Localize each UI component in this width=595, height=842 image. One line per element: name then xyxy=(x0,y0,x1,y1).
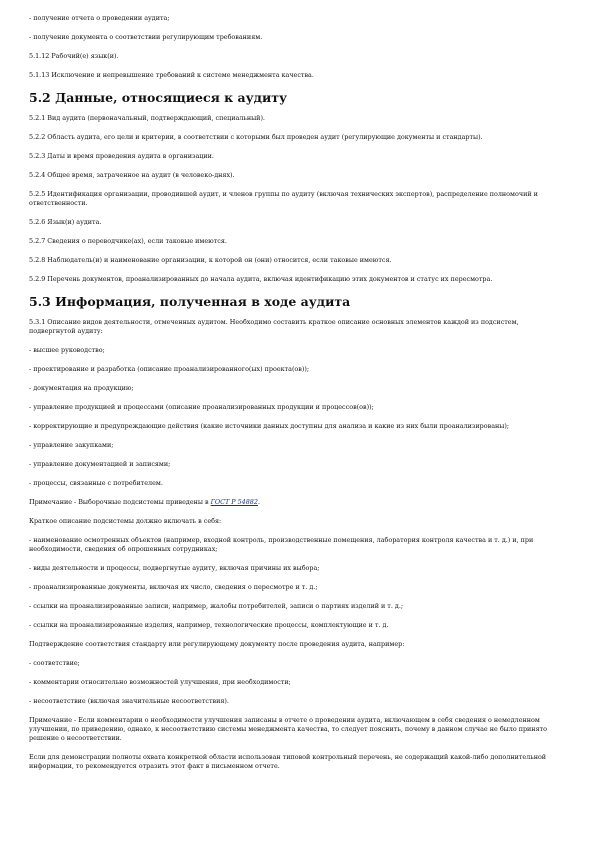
clause-5-2-6: 5.2.6 Язык(и) аудита. xyxy=(29,218,102,226)
paragraph: Если для демонстрации полноты охвата конкретной области использован типовой контрольный перечень, не содержащий какой-либо дополнительной информации, то рекомендуется отразить этот факт в письменном отчете. xyxy=(29,753,547,770)
list-item: - комментарии относительно возможностей улучшения, при необходимости; xyxy=(29,678,291,686)
list-item: - проектирование и разработка (описание проанализированного(ых) проекта(ов)); xyxy=(29,365,310,373)
paragraph: Краткое описание подсистемы должно включать в себя: xyxy=(29,517,222,525)
paragraph: 5.1.13 Исключение и непревышение требований к системе менеджмента качества. xyxy=(29,71,314,79)
clause-5-3-1: 5.3.1 Описание видов деятельности, отмеченных аудитом. Необходимо составить краткое описание основных элементов каждой из подсистем, подвергнутой аудиту: xyxy=(29,318,519,335)
paragraph: 5.1.12 Рабочий(е) язык(и). xyxy=(29,52,119,60)
clause-5-2-2: 5.2.2 Область аудита, его цели и критерии, в соответствии с которыми был проведен аудит (регулирующие документы и стандарты). xyxy=(29,133,483,141)
note-text: Примечание - Выборочные подсистемы приведены в xyxy=(29,498,211,506)
clause-5-2-4: 5.2.4 Общее время, затраченное на аудит (в человеко-днях). xyxy=(29,171,235,179)
clause-5-2-9: 5.2.9 Перечень документов, проанализированных до начала аудита, включая идентификацию этих документов и статус их пересмотра. xyxy=(29,275,493,283)
note-suffix: . xyxy=(257,498,260,506)
list-item: - соответствие; xyxy=(29,659,80,667)
list-item: - проанализированные документы, включая их число, сведения о пересмотре и т. д.; xyxy=(29,583,318,591)
list-item: - управление документацией и записями; xyxy=(29,460,171,468)
list-item: - наименование осмотренных объектов (например, входной контроль, производственные помещения, лаборатория контроля качества и т. д.) и, при необходимости, сведения об опрошенных сотрудниках; xyxy=(29,536,534,553)
list-item: - процессы, связанные с потребителем. xyxy=(29,479,163,487)
list-item: - высшее руководство; xyxy=(29,346,105,354)
list-item: - ссылки на проанализированные записи, например, жалобы потребителей, записи о партиях изделий и т. д.; xyxy=(29,602,404,610)
note-paragraph xyxy=(29,498,565,507)
paragraph: Подтверждение соответствия стандарту или регулирующему документу после проведения аудита, например: xyxy=(29,640,405,648)
list-item: - корректирующие и предупреждающие действия (какие источники данных доступны для анализа и какие из них были проанализированы); xyxy=(29,422,510,430)
paragraph: - получение отчета о проведении аудита; xyxy=(29,14,170,22)
list-item: - несоответствие (включая значительные несоответствия). xyxy=(29,697,229,705)
paragraph: - получение документа о соответствии регулирующим требованиям. xyxy=(29,33,263,41)
gost-link[interactable]: ГОСТ Р 54882 xyxy=(210,498,258,506)
clause-5-2-1: 5.2.1 Вид аудита (первоначальный, подтверждающий, специальный). xyxy=(29,114,265,122)
list-item: - документация на продукцию; xyxy=(29,384,134,392)
list-item: - виды деятельности и процессы, подвергнутые аудиту, включая причины их выбора; xyxy=(29,564,320,572)
list-item: - управление продукцией и процессами (описание проанализированных продукции и процессов(ов)); xyxy=(29,403,374,411)
note-paragraph: Примечание - Если комментарии о необходимости улучшения записаны в отчете о проведении аудита, включающем в себя сведения о немедленном улучшении, по приведению, однако, к несоответствию системы менеджмента качества, то следует пояснить, почему в данном случае не было принято решение о несоответствии. xyxy=(29,716,547,742)
clause-5-2-3: 5.2.3 Даты и время проведения аудита в организации. xyxy=(29,152,214,160)
list-item: - управление закупками; xyxy=(29,441,114,449)
section-heading-5-3: 5.3 Информация, полученная в ходе аудита xyxy=(29,294,351,309)
section-heading-5-2: 5.2 Данные, относящиеся к аудиту xyxy=(29,90,287,105)
clause-5-2-8: 5.2.8 Наблюдатель(и) и наименование организации, к которой он (они) относится, если таковые имеются. xyxy=(29,256,392,264)
clause-5-2-7: 5.2.7 Сведения о переводчике(ах), если таковые имеются. xyxy=(29,237,227,245)
list-item: - ссылки на проанализированные изделия, например, технологические процессы, комплектующие и т. д. xyxy=(29,621,389,629)
clause-5-2-5: 5.2.5 Идентификация организации, проводившей аудит, и членов группы по аудиту (включая технических экспертов), распределение полномочий и ответственности. xyxy=(29,190,538,207)
